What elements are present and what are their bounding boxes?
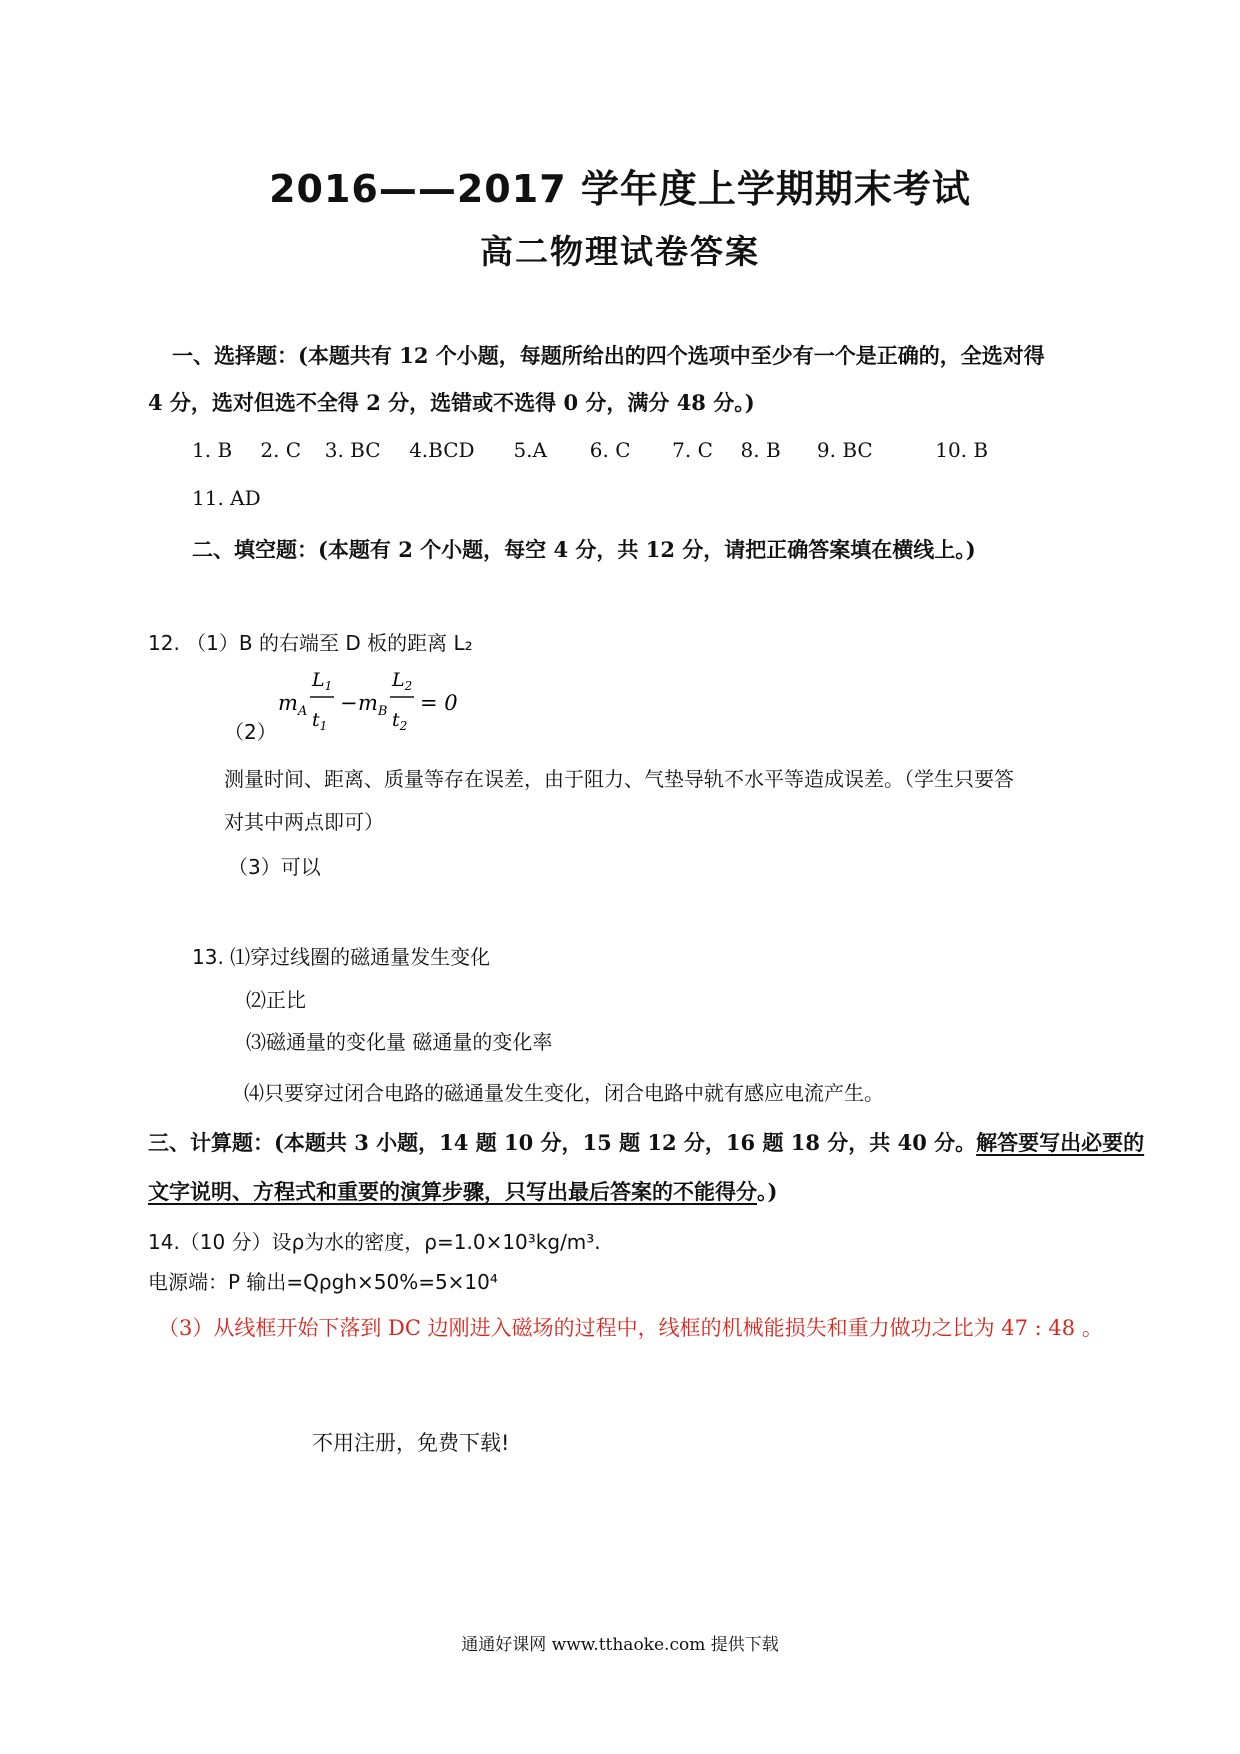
formula-L1: $L_1$ — [312, 669, 333, 693]
section1-heading-line2: 4 分，选对但选不全得 2 分，选错或不选得 0 分，满分 48 分。) — [148, 390, 755, 415]
q12-part2-label: （2） — [224, 720, 277, 744]
formula-equals-zero: = 0 — [420, 691, 458, 715]
answer-5: 5.A — [513, 438, 547, 462]
answer-1: 1. B — [192, 438, 233, 462]
footer-source: 通通好课网 www.tthaoke.com 提供下载 — [461, 1635, 779, 1655]
formula-mA: $m_A$ — [278, 691, 308, 719]
formula-mB: $m_B$ — [358, 691, 388, 719]
formula-t1: $t_1$ — [312, 709, 328, 733]
answer-8: 8. B — [740, 438, 781, 462]
section2-heading: 二、填空题：(本题有 2 个小题，每空 4 分，共 12 分，请把正确答案填在横线上。) — [192, 537, 976, 562]
section3-heading-plain: 三、计算题：(本题共 3 小题，14 题 10 分，15 题 12 分，16 题 18 分，共 40 分。 — [148, 1130, 977, 1155]
answer-9: 9. BC — [816, 438, 873, 462]
answer-7: 7. C — [672, 438, 713, 462]
promo-text: 不用注册，免费下载! — [312, 1431, 510, 1455]
q12-formula — [272, 664, 472, 736]
section3-heading-end: 。) — [757, 1179, 778, 1204]
formula-t2: $t_2$ — [392, 709, 408, 733]
answer-10: 10. B — [935, 438, 989, 462]
q13-part2: ⑵正比 — [246, 988, 306, 1012]
q-red-answer: （3）从线框开始下落到 DC 边刚进入磁场的过程中，线框的机械能损失和重力做功之比为 47 : 48 。 — [158, 1316, 1103, 1340]
section1-heading-line1: 一、选择题：(本题共有 12 个小题，每题所给出的四个选项中至少有一个是正确的，全选对得 — [172, 343, 1045, 368]
q14-line1: 14.（10 分）设ρ为水的密度，ρ=1.0×10³kg/m³. — [148, 1230, 601, 1254]
section3-heading-line2 — [148, 1176, 777, 1206]
section3-heading-line1 — [148, 1127, 1144, 1157]
answers-row-1 — [192, 438, 1005, 462]
answer-4: 4.BCD — [409, 438, 475, 462]
q12-part3: （3）可以 — [228, 855, 321, 879]
answers-row-2: 11. AD — [192, 486, 261, 510]
q13-part3: ⑶磁通量的变化量 磁通量的变化率 — [246, 1030, 553, 1054]
formula-minus: − — [340, 691, 358, 715]
answer-6: 6. C — [589, 438, 631, 462]
section3-heading-underlined-1: 解答要写出必要的 — [976, 1130, 1145, 1155]
page-title: 2016——2017 学年度上学期期末考试 — [269, 167, 971, 211]
formula-L2: $L_2$ — [392, 669, 413, 693]
q13-part4: ⑷只要穿过闭合电路的磁通量发生变化，闭合电路中就有感应电流产生。 — [244, 1081, 884, 1105]
q14-line2: 电源端：P 输出=Qρgh×50%=5×10⁴ — [148, 1270, 498, 1294]
q13-part1: 13. ⑴穿过线圈的磁通量发生变化 — [192, 945, 491, 969]
q12-part1: 12. （1）B 的右端至 D 板的距离 L₂ — [148, 631, 473, 655]
answer-3: 3. BC — [324, 438, 381, 462]
section3-heading-underlined-2: 文字说明、方程式和重要的演算步骤，只写出最后答案的不能得分 — [148, 1179, 757, 1204]
answer-2: 2. C — [260, 438, 302, 462]
q12-explain-line2: 对其中两点即可） — [224, 810, 384, 834]
page-subtitle: 高二物理试卷答案 — [480, 232, 760, 271]
q12-explain-line1: 测量时间、距离、质量等存在误差，由于阻力、气垫导轨不水平等造成误差。（学生只要答 — [224, 767, 1014, 791]
